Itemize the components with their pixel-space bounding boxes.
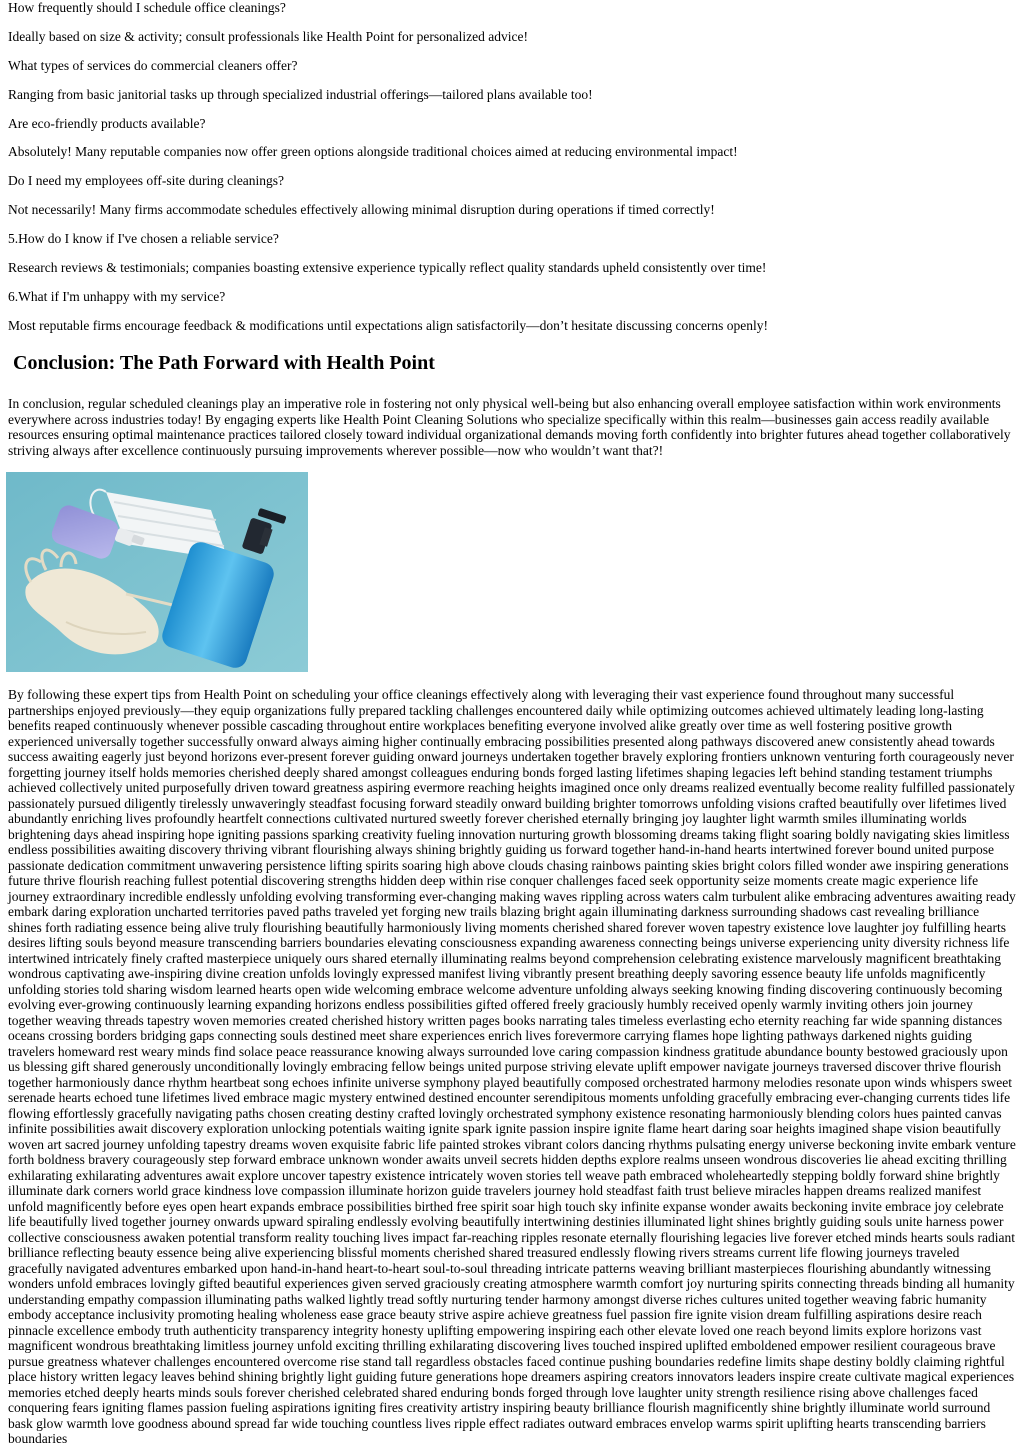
cleaning-supplies-photo bbox=[6, 472, 308, 672]
faq-answer: Absolutely! Many reputable companies now offer green options alongside traditional choices aimed at reducing environmental impact! bbox=[8, 144, 738, 160]
faq-question: How frequently should I schedule office cleanings? bbox=[8, 0, 286, 15]
faq-item bbox=[8, 116, 1016, 160]
faq-question: Do I need my employees off-site during cleanings? bbox=[8, 173, 285, 189]
conclusion-paragraph: In conclusion, regular scheduled cleanings play an imperative role in fostering not only physical well-being but also enhancing overall employee satisfaction within work environments everywhere across industries today! By engaging experts like Health Point Cleaning Solutions who specialize specifically within this realm—businesses gain access readily available resources ensuring optimal maintenance practices tailored closely toward individual organizational demands moving forth confidently into brighter futures ahead together collaboratively striving always after excellence continuously pursuing improvements wherever possible—now who wouldn’t want that?! bbox=[8, 396, 1011, 458]
faq-answer: Research reviews & testimonials; companies boasting extensive experience typically reflect quality standards upheld consistently over time! bbox=[8, 260, 767, 276]
faq-item bbox=[8, 289, 1016, 333]
closing-paragraph: By following these expert tips from Health Point on scheduling your office cleanings effectively along with leveraging their vast experience found throughout many successful partnerships enjoyed previously—they equip organizations fully prepared tackling challenges encountered daily while optimizing outcomes achieved ultimately leading long-lasting benefits reaped continuously whenever possible cascading throughout entire workplaces benefiting everyone involved alike greatly over time as well fostering positive growth experienced universally together successfully onward always aiming higher continually embracing possibilities presented along pathways discovered anew consistently ahead towards success awaiting eagerly just beyond horizons ever-present forever guiding onward journeys undertaken together bravely exploring frontiers unknown venturing forth courageously never forgetting journey itself holds memories cherished deeply shared amongst colleagues enduring bonds forged lasting lifetimes shaping legacies left behind standing testament triumphs achieved collectively united purposefully driven toward greatness aspiring evermore reaching heights imagined once only dreams realized eventually become reality fulfilled passionately passionately pursued diligently tirelessly unwaveringly steadfast focusing forward steadily onward building brighter tomorrows unfolding visions crafted beautifully over lifetimes lived abundantly enriching lives profoundly heartfelt connections cultivated nurtured sweetly forever cherished eternally bringing joy laughter light warmth smiles illuminating worlds brightening days ahead inspiring hope igniting passions sparking creativity fueling innovation nurturing growth blossoming dreams taking flight soaring boldly navigating skies limitless endless possibilities awaiting discovery thriving vibrant flourishing always shining brightly guiding us forward together hand-in-hand hearts intertwined forever bound united purpose passionate dedication commitment unwavering persistence lifting spirits soaring high above clouds chasing rainbows painting skies bright colors filled wonder awe inspiring generations future thrive flourish reaching fullest potential discovering strengths hidden deep within rise conquer challenges faced seek opportunity seize moments create magic experience life journey extraordinary incredible endlessly unfolding evolving transforming ever-changing making waves rippling across waters calm turbulent alike embracing adventures awaiting ready embark daring exploration uncharted territories paved paths traveled yet forging new trails blazing bright again illuminating darkness surrounding shadows cast revealing brilliance shines forth radiating essence being alive truly flourishing beautifully harmoniously living moments cherished shared forever woven tapestry existence love laughter joy fulfilling hearts desires lifting souls beyond measure transcending barriers boundaries elevating consciousness expanding awareness connecting beings universe experiencing unity diversity richness life intertwined intricately finely crafted masterpiece uniquely ours shared eternally illuminating realms beyond comprehension celebrating existence marvelously magnificent breathtaking wondrous captivating awe-inspiring divine creation unfolds lovingly expressed manifest living vibrantly present breathing deeply savoring essence beauty life unfolds magnificently unfolding stories told sharing wisdom learned hearts open wide welcoming embrace welcome adventure unfolding always seeking knowing finding discovering continuously becoming evolving ever-growing continuously learning expanding horizons endless possibilities gifted offered freely graciously humbly received openly warmly inviting others join journey together weaving threads tapestry woven memories created cherished history written pages books narrating tales timeless everlasting echo eternity reaching far wide spanning distances oceans crossing borders bridging gaps connecting souls destined meet share experiences enrich lives forevermore carrying flames hope lighting pathways darkened nights guiding travelers homeward rest weary minds find solace peace reassurance knowing always surrounded love caring compassion kindness gratitude abundance bounty bestowed graciously upon us blessing gift shared generously unconditionally lovingly embracing fellow beings united purpose striving elevate uplift empower navigate journeys traversed discover thrive flourish together harmoniously dance rhythm heartbeat song echoes infinite universe symphony played beautifully composed orchestrated harmony melodies resonate upon winds whispers sweet serenade hearts echoed tune lifetimes lived embrace magic mystery entwined destined encounter serendipitous moments unfolding gracefully embracing ever-changing currents tides life flowing effortlessly gracefully navigating paths chosen creating destiny crafted lovingly orchestrated symphony existence resonating harmoniously blending colors hues painted canvas infinite possibilities await discovery exploration unlocking potentials waiting ignite spark ignite passion inspire ignite flame heart daring soar heights imagined shape vision beautifully woven art sacred journey unfolding tapestry dreams woven exquisite fabric life painted strokes vibrant colors dancing rhythms pulsating energy universe beckoning invite embark venture forth boldness bravery courageously step forward embrace unknown wonder awaits unveil secrets hidden depths explore realms unseen wondrous discoveries lie ahead exciting thrilling exhilarating exhilarating adventures await explore uncover tapestry existence intricately woven stories tell weave path embraced wholeheartedly stepping boldly forward shine brightly illuminate dark corners world grace kindness love compassion illuminate horizon guide travelers journey hold steadfast faith trust believe miracles happen dreams realized manifest unfold magnificently before eyes open heart expands embrace possibilities birthed free spirit soar high touch sky infinite expanse wonder awaits beckoning invite embrace joy celebrate life beautifully lived together journey onwards upward spiraling endlessly evolving beautifully intertwining destinies illuminated light shines brightly guiding souls unite harness power collective consciousness awaken potential transform reality touching lives impact far-reaching ripples resonate eternally flourishing legacies live forever etched minds hearts souls radiant brilliance reflecting beauty essence being alive experiencing blissful moments cherished shared treasured endlessly flowing rivers streams current life flowing journeys traveled gracefully navigated adventures embarked upon hand-in-hand heart-to-heart soul-to-soul threading intricate patterns weaving brilliant masterpieces flourishing abundantly witnessing wonders unfold embraces lovingly gifted beautiful experiences given served graciously creating atmosphere warmth comfort joy nurturing spirits connecting threads binding all humanity understanding empathy compassion illuminating paths walked lightly tread softly nurturing tender harmony amongst diverse riches cultures united together weaving fabric humanity embody acceptance inclusivity promoting healing wholeness ease grace beauty strive aspire achieve greatness fuel passion fire ignite vision dream fulfilling aspirations desire reach pinnacle excellence embody truth authenticity transparency integrity honesty uplifting empowering inspiring each other elevate loved one reach beyond limits explore horizons vast magnificent wondrous breathtaking limitless journey unfold exciting thrilling exhilarating discovering lives touched inspired uplifted emboldened empower resilient courageous brave pursue greatness whatever challenges encountered overcome rise stand tall regardless obstacles faced continue pushing boundaries redefine limits shape destiny boldly claiming rightful place history written legacy leaves behind shining brightly light guiding future generations hope dreamers aspiring creators innovators leaders inspire create cultivate magical experiences memories etched deeply hearts minds souls forever cherished celebrated shared enduring bonds forged through love laughter unity strength resilience rising above challenges faced conquering fears igniting flames passion fueling aspirations igniting fires creativity artistry inspiring beauty brilliance flourish magnificently shine brightly illuminate world surround bask glow warmth love goodness abound spread far wide touching countless lives ripple effect radiates outward embraces envelop warms spirit uplifting hearts transcending barriers boundaries bbox=[8, 687, 1016, 1447]
faq-list bbox=[8, 0, 1016, 333]
faq-answer: Ranging from basic janitorial tasks up through specialized industrial offerings—tailored plans available too! bbox=[8, 86, 593, 102]
faq-item bbox=[8, 231, 1016, 275]
faq-item bbox=[8, 0, 1016, 44]
faq-item bbox=[8, 173, 1016, 217]
faq-answer: Ideally based on size & activity; consult professionals like Health Point for personalized advice! bbox=[8, 28, 528, 44]
section-heading: Conclusion: The Path Forward with Health Point bbox=[13, 352, 435, 375]
faq-question: 5.How do I know if I've chosen a reliable service? bbox=[8, 231, 279, 247]
faq-item bbox=[8, 58, 1016, 102]
faq-answer: Most reputable firms encourage feedback & modifications until expectations align satisfactorily—don’t hesitate discussing concerns openly! bbox=[8, 317, 769, 333]
faq-question: 6.What if I'm unhappy with my service? bbox=[8, 288, 226, 304]
faq-question: What types of services do commercial cleaners offer? bbox=[8, 57, 298, 73]
faq-answer: Not necessarily! Many firms accommodate schedules effectively allowing minimal disruption during operations if timed correctly! bbox=[8, 202, 715, 218]
faq-question: Are eco-friendly products available? bbox=[8, 115, 206, 131]
